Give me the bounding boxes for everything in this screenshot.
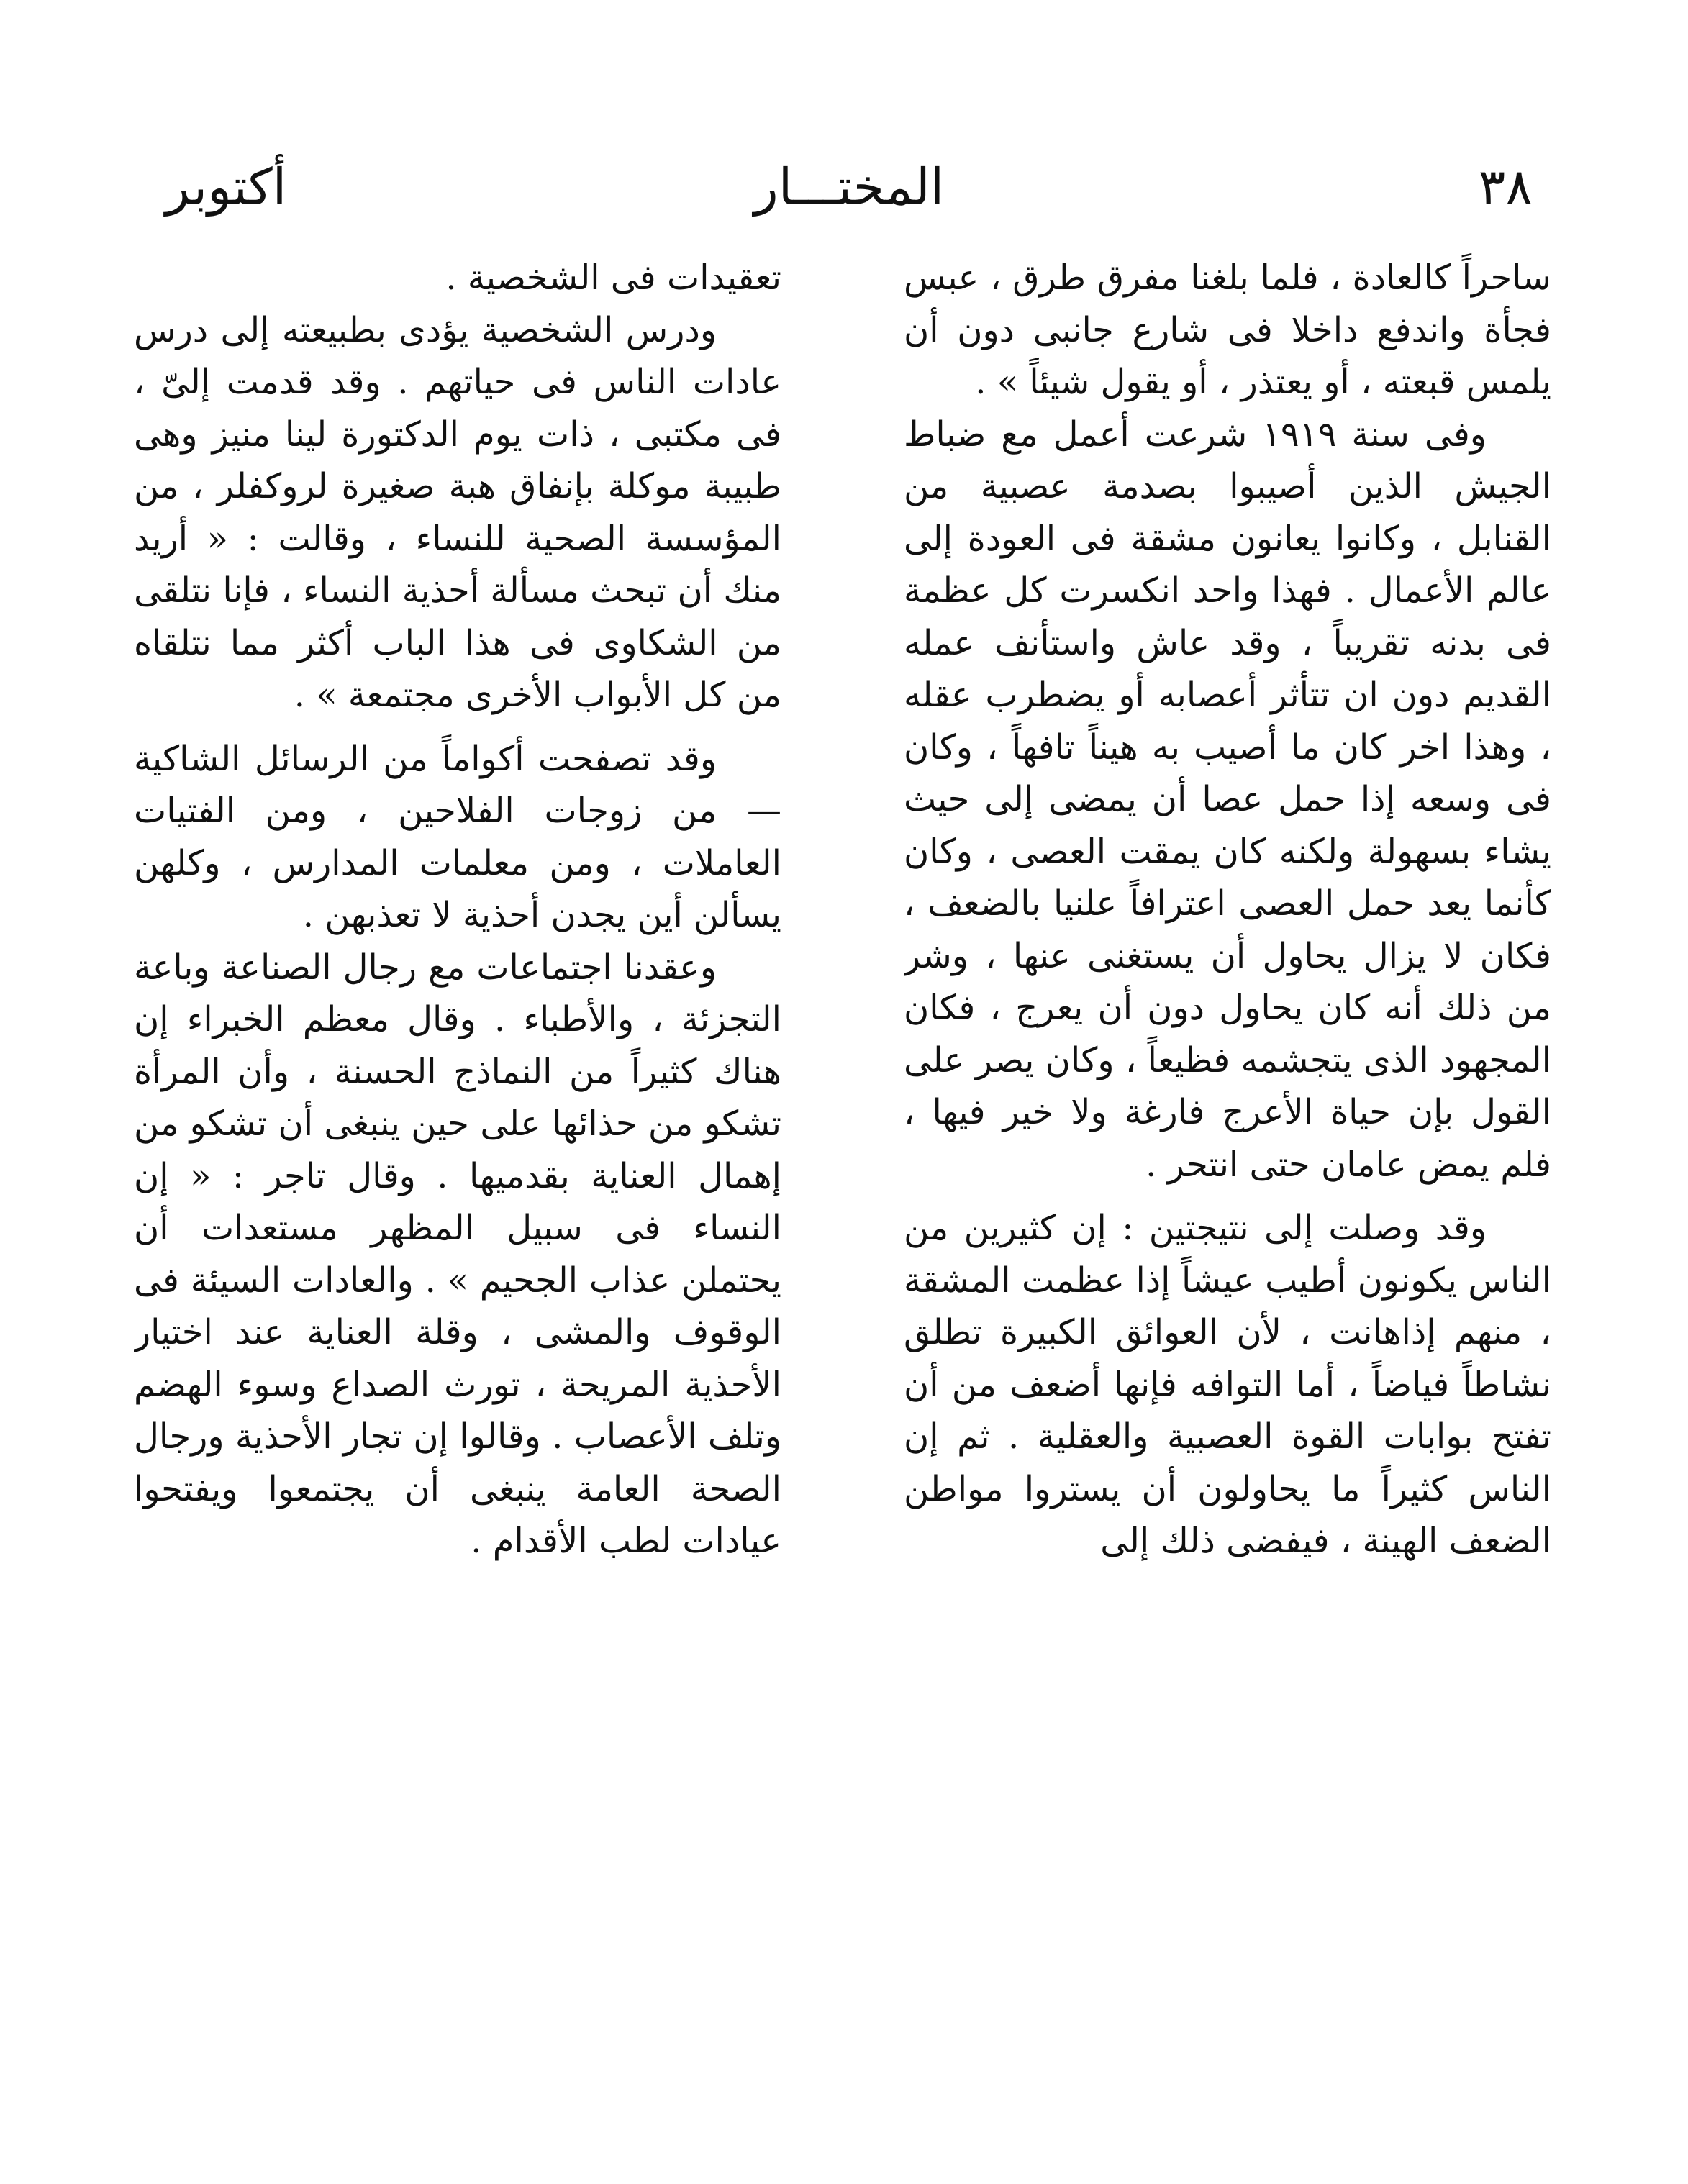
paragraph: وعقدنا اجتماعات مع رجال الصناعة وباعة التجزئة ، والأطباء . وقال معظم الخبراء إن هناك كثيراً من النماذج الحسنة ، وأن المرأة تشكو من حذائها على حين ينبغى أن تشكو من إهمال العناية بقدميها . وقال تاجر : « إن النساء فى سبيل المظهر مستعدات أن يحتملن عذاب الجحيم » . والعادات السيئة فى الوقوف والمشى ، وقلة العناية عند اختيار الأحذية المريحة ، تورث الصداع وسوء الهضم وتلف الأعصاب . وقالوا إن تجار الأحذية ورجال الصحة العامة ينبغى أن يجتمعوا ويفتحوا عيادات لطب الأقدام . <box>134 947 781 1561</box>
issue-month: أكتوبر <box>165 158 287 217</box>
page-number: ٣٨ <box>1478 158 1533 217</box>
right-column <box>904 252 1551 2050</box>
paragraph: ساحراً كالعادة ، فلما بلغنا مفرق طرق ، عبس فجأة واندفع داخلا فى شارع جانبى دون أن يلمس قبعته ، أو يعتذر ، أو يقول شيئاً » . <box>904 258 1551 402</box>
page-header <box>165 151 1533 230</box>
running-title: المختـــار <box>753 158 945 217</box>
paragraph: وقد وصلت إلى نتيجتين : إن كثيرين من الناس يكونون أطيب عيشاً إذا عظمت المشقة ، منهم إذاهانت ، لأن العوائق الكبيرة تطلق نشاطاً فياضاً ، أما التوافه فإنها أضعف من أن تفتح بوابات القوة العصبية والعقلية . ثم إن الناس كثيراً ما يحاولون أن يستروا مواطن الضعف الهينة ، فيفضى ذلك إلى <box>904 1208 1551 1561</box>
paragraph: وقد تصفحت أكواماً من الرسائل الشاكية — من زوجات الفلاحين ، ومن الفتيات العاملات ، ومن معلمات المدارس ، وكلهن يسألن أين يجدن أحذية لا تعذبهن . <box>134 738 781 935</box>
left-column <box>134 252 781 2050</box>
paragraph: تعقيدات فى الشخصية . <box>445 258 781 298</box>
paragraph: وفى سنة ١٩١٩ شرعت أعمل مع ضباط الجيش الذين أصيبوا بصدمة عصبية من القنابل ، وكانوا يعانون مشقة فى العودة إلى عالم الأعمال . فهذا واحد انكسرت كل عظمة فى بدنه تقريباً ، وقد عاش واستأنف عمله القديم دون ان تتأثر أعصابه أو يضطرب عقله ، وهذا اخر كان ما أصيب به هيناً تافهاً ، وكان فى وسعه إذا حمل عصا أن يمضى إلى حيث يشاء بسهولة ولكنه كان يمقت العصى ، وكان كأنما يعد حمل العصى اعترافاً علنيا بالضعف ، فكان لا يزال يحاول أن يستغنى عنها ، وشر من ذلك أنه كان يحاول دون أن يعرج ، فكان المجهود الذى يتجشمه فظيعاً ، وكان يصر على القول بإن حياة الأعرج فارغة ولا خير فيها ، فلم يمض عامان حتى انتحر . <box>904 414 1551 1185</box>
paragraph: ودرس الشخصية يؤدى بطبيعته إلى درس عادات الناس فى حياتهم . وقد قدمت إلىّ ، فى مكتبى ، ذات يوم الدكتورة لينا منيز وهى طبيبة موكلة بإنفاق هبة صغيرة لروكفلر ، من المؤسسة الصحية للنساء ، وقالت : « أريد منك أن تبحث مسألة أحذية النساء ، فإنا نتلقى من الشكاوى فى هذا الباب أكثر مما نتلقاه من كل الأبواب الأخرى مجتمعة » . <box>134 309 781 715</box>
